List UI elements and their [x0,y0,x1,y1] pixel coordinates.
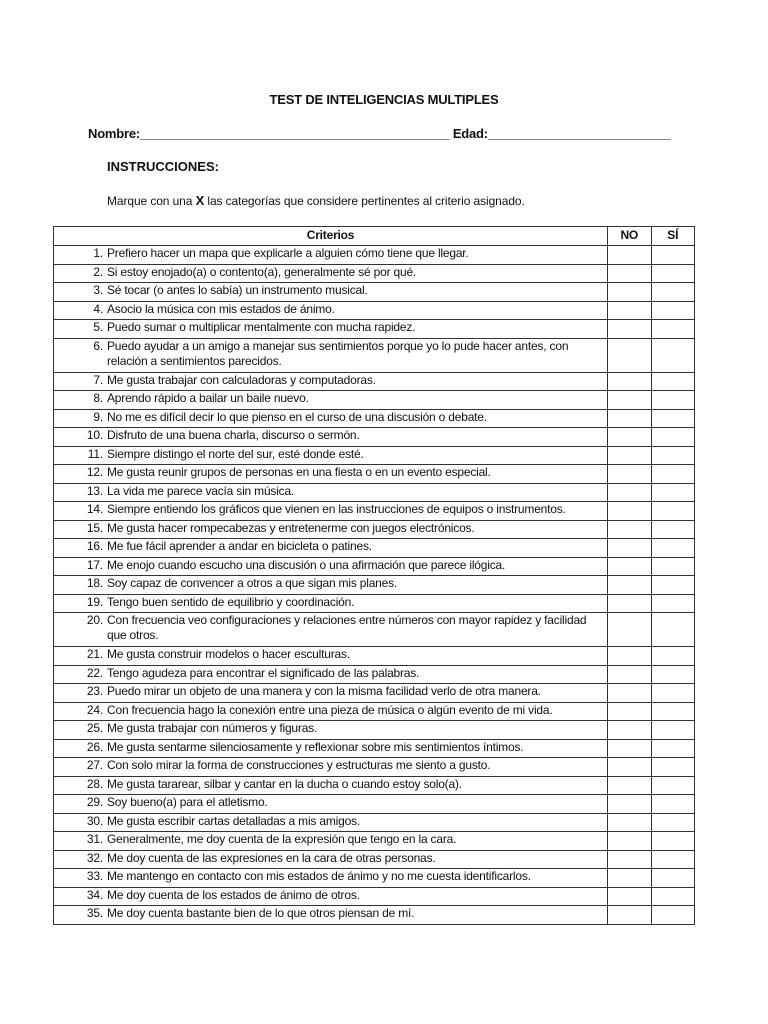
si-checkbox-cell[interactable] [651,446,694,465]
criterio-number: 22. [86,665,103,680]
table-row [54,906,695,925]
criteria-body [54,246,695,925]
table-row [54,246,695,265]
criterio-number: 8. [93,391,103,405]
edad-label: Edad: [452,126,488,141]
criterio-text: Sé tocar (o antes lo sabía) un instrumento musical. [107,283,368,297]
table-row [54,832,695,851]
criterio-cell [54,391,608,410]
criterio-number: 20. [86,613,103,627]
table-row [54,338,695,372]
no-checkbox-cell[interactable] [608,301,651,320]
criterio-cell [54,684,608,703]
table-row [54,283,695,302]
no-checkbox-cell[interactable] [608,665,651,684]
no-checkbox-cell[interactable] [608,613,651,647]
criterio-cell [54,795,608,814]
criterio-cell [54,576,608,595]
no-checkbox-cell[interactable] [608,338,651,372]
criterio-number: 6. [93,338,103,353]
criterio-number: 5. [93,320,103,334]
criterio-cell [54,539,608,558]
criterio-cell [54,557,608,576]
si-checkbox-cell[interactable] [651,665,694,684]
header-criterios: Criterios [54,227,608,246]
si-checkbox-cell[interactable] [651,391,694,410]
no-checkbox-cell[interactable] [608,428,651,447]
criterio-text: Me gusta sentarme silenciosamente y reflexionar sobre mis sentimientos íntimos. [107,739,524,754]
table-row [54,576,695,595]
criterio-number: 13. [86,483,103,498]
no-checkbox-cell[interactable] [608,446,651,465]
no-checkbox-cell[interactable] [608,813,651,832]
no-checkbox-cell[interactable] [608,483,651,502]
criterio-cell [54,887,608,906]
criterio-text: Me enojo cuando escucho una discusión o una afirmación que parece ilógica. [107,557,506,572]
criterio-cell [54,776,608,795]
no-checkbox-cell[interactable] [608,391,651,410]
si-checkbox-cell[interactable] [651,795,694,814]
criterio-number: 19. [86,594,103,609]
criteria-table [53,226,695,925]
criterio-cell [54,465,608,484]
table-row [54,428,695,447]
si-checkbox-cell[interactable] [651,264,694,283]
si-checkbox-cell[interactable] [651,283,694,302]
criterio-cell [54,409,608,428]
criterio-number: 12. [86,465,103,479]
criterio-cell [54,372,608,391]
criterio-text: Disfruto de una buena charla, discurso o sermón. [107,428,360,442]
criterio-cell [54,446,608,465]
table-row [54,264,695,283]
no-checkbox-cell[interactable] [608,702,651,721]
criterio-text: Me gusta trabajar con calculadoras y computadoras. [107,372,376,387]
table-row [54,776,695,795]
si-checkbox-cell[interactable] [651,409,694,428]
table-row [54,758,695,777]
table-row [54,465,695,484]
criterio-number: 34. [86,887,103,902]
criterio-cell [54,869,608,888]
criterio-text: Puedo sumar o multiplicar mentalmente con mucha rapidez. [107,320,416,334]
criterio-number: 1. [93,246,103,260]
criterio-text: Generalmente, me doy cuenta de la expresión que tengo en la cara. [107,832,457,846]
criterio-text: Con solo mirar la forma de construcciones y estructuras me siento a gusto. [107,758,491,772]
si-checkbox-cell[interactable] [651,887,694,906]
table-row [54,795,695,814]
criterio-cell [54,320,608,339]
criterio-text: Prefiero hacer un mapa que explicarle a alguien cómo tiene que llegar. [107,246,469,260]
no-checkbox-cell[interactable] [608,502,651,521]
instructions-text-after: las categorías que considere pertinentes al criterio asignado. [204,194,525,208]
criterio-text: Me gusta reunir grupos de personas en una fiesta o en un evento especial. [107,465,491,479]
table-row [54,647,695,666]
table-row [54,850,695,869]
criterio-text: Me doy cuenta de las expresiones en la cara de otras personas. [107,850,436,865]
si-checkbox-cell[interactable] [651,428,694,447]
table-row [54,520,695,539]
criterio-text: Me gusta hacer rompecabezas y entretenerme con juegos electrónicos. [107,520,475,535]
si-checkbox-cell[interactable] [651,576,694,595]
table-row [54,301,695,320]
no-checkbox-cell[interactable] [608,795,651,814]
criterio-text: Con frecuencia veo configuraciones y relaciones entre números con mayor rapidez y facilidad que otros. [107,613,587,642]
criterio-number: 10. [86,428,103,442]
criterio-text: La vida me parece vacía sin música. [107,483,295,498]
instructions-mark: X [195,193,205,208]
si-checkbox-cell[interactable] [651,869,694,888]
criterio-text: Me gusta construir modelos o hacer esculturas. [107,647,350,661]
si-checkbox-cell[interactable] [651,539,694,558]
criterio-number: 11. [87,446,103,461]
criterio-cell [54,850,608,869]
no-checkbox-cell[interactable] [608,721,651,740]
si-checkbox-cell[interactable] [651,758,694,777]
table-row [54,409,695,428]
no-checkbox-cell[interactable] [608,246,651,265]
criterio-text: Con frecuencia hago la conexión entre una pieza de música o algún evento de mi vida. [107,702,553,717]
table-row [54,372,695,391]
criterio-cell [54,264,608,283]
table-row [54,613,695,647]
instructions-text-before: Marque con una [107,194,196,208]
criterio-number: 30. [86,813,103,828]
criterio-cell [54,758,608,777]
table-row [54,446,695,465]
criterio-number: 24. [86,702,103,717]
si-checkbox-cell[interactable] [651,320,694,339]
no-checkbox-cell[interactable] [608,465,651,484]
no-checkbox-cell[interactable] [608,906,651,925]
table-row [54,539,695,558]
table-row [54,721,695,740]
criterio-text: Tengo buen sentido de equilibrio y coordinación. [107,594,355,609]
si-checkbox-cell[interactable] [651,721,694,740]
si-checkbox-cell[interactable] [651,832,694,851]
criterio-number: 33. [86,869,103,883]
criterio-cell [54,832,608,851]
criterio-text: Me mantengo en contacto con mis estados de ánimo y no me cuesta identificarlos. [107,869,531,883]
table-row [54,502,695,521]
criterio-text: Puedo mirar un objeto de una manera y con la misma facilidad verlo de otra manera. [107,684,541,698]
table-header-row [54,227,695,246]
table-row [54,391,695,410]
criterio-number: 16. [86,539,103,553]
criterio-number: 28. [86,776,103,791]
criterio-cell [54,721,608,740]
no-checkbox-cell[interactable] [608,887,651,906]
nombre-field[interactable]: ____________________________________________ [140,126,450,141]
si-checkbox-cell[interactable] [651,850,694,869]
si-checkbox-cell[interactable] [651,520,694,539]
si-checkbox-cell[interactable] [651,647,694,666]
instructions-heading: INSTRUCCIONES: [107,159,219,174]
criterio-cell [54,813,608,832]
criterio-text: Me gusta trabajar con números y figuras. [107,721,318,735]
criterio-number: 31. [86,832,103,846]
no-checkbox-cell[interactable] [608,758,651,777]
criterio-cell [54,594,608,613]
criterio-cell [54,647,608,666]
si-checkbox-cell[interactable] [651,338,694,372]
criterio-text: Me gusta escribir cartas detalladas a mis amigos. [107,813,360,828]
header-si: SÍ [651,227,694,246]
no-checkbox-cell[interactable] [608,264,651,283]
criterio-number: 29. [86,795,103,809]
criterio-number: 15. [86,520,103,535]
criterio-cell [54,338,608,372]
si-checkbox-cell[interactable] [651,372,694,391]
criterio-number: 9. [93,409,103,424]
criterio-cell [54,613,608,647]
criterio-text: Siempre entiendo los gráficos que vienen en las instrucciones de equipos o instrumentos. [107,502,566,516]
criterio-text: Soy bueno(a) para el atletismo. [107,795,268,809]
criterio-cell [54,502,608,521]
criterio-cell [54,739,608,758]
criterio-cell [54,906,608,925]
no-checkbox-cell[interactable] [608,283,651,302]
no-checkbox-cell[interactable] [608,739,651,758]
criterio-text: Me fue fácil aprender a andar en bicicleta o patines. [107,539,372,553]
table-row [54,557,695,576]
criterio-number: 35. [86,906,103,920]
criterio-text: Me doy cuenta de los estados de ánimo de otros. [107,887,360,902]
criterio-number: 7. [93,372,103,387]
criterio-text: Si estoy enojado(a) o contento(a), generalmente sé por qué. [107,264,417,279]
no-checkbox-cell[interactable] [608,372,651,391]
no-checkbox-cell[interactable] [608,576,651,595]
no-checkbox-cell[interactable] [608,832,651,851]
no-checkbox-cell[interactable] [608,850,651,869]
criterio-text: Me doy cuenta bastante bien de lo que otros piensan de mí. [107,906,415,920]
criterio-number: 4. [93,301,103,316]
criterio-text: Tengo agudeza para encontrar el significado de las palabras. [107,665,420,680]
table-row [54,483,695,502]
no-checkbox-cell[interactable] [608,869,651,888]
si-checkbox-cell[interactable] [651,465,694,484]
header-no: NO [608,227,651,246]
si-checkbox-cell[interactable] [651,702,694,721]
criterio-cell [54,702,608,721]
criterio-number: 23. [86,684,103,698]
criterio-text: Asocio la música con mis estados de ánimo. [107,301,335,316]
si-checkbox-cell[interactable] [651,557,694,576]
si-checkbox-cell[interactable] [651,483,694,502]
table-row [54,320,695,339]
no-checkbox-cell[interactable] [608,647,651,666]
criterio-cell [54,301,608,320]
edad-field[interactable]: __________________________ [487,126,671,141]
no-checkbox-cell[interactable] [608,520,651,539]
criterio-cell [54,665,608,684]
document-title: TEST DE INTELIGENCIAS MULTIPLES [269,92,499,107]
criterio-text: Me gusta tararear, silbar y cantar en la ducha o cuando estoy solo(a). [107,776,462,791]
criterio-cell [54,428,608,447]
criterio-number: 25. [86,721,103,735]
criterio-cell [54,483,608,502]
table-row [54,702,695,721]
si-checkbox-cell[interactable] [651,594,694,613]
no-checkbox-cell[interactable] [608,594,651,613]
criterio-number: 17. [86,557,103,572]
criterio-number: 2. [93,264,103,279]
table-row [54,665,695,684]
criterio-text: Soy capaz de convencer a otros a que sigan mis planes. [107,576,398,590]
no-checkbox-cell[interactable] [608,409,651,428]
criterio-number: 26. [86,739,103,754]
si-checkbox-cell[interactable] [651,776,694,795]
si-checkbox-cell[interactable] [651,301,694,320]
no-checkbox-cell[interactable] [608,557,651,576]
criterio-cell [54,283,608,302]
criterio-text: Puedo ayudar a un amigo a manejar sus sentimientos porque yo lo pude hacer antes, con relación a sentimientos parecidos. [107,338,569,368]
table-row [54,887,695,906]
no-checkbox-cell[interactable] [608,539,651,558]
criterio-cell [54,246,608,265]
si-checkbox-cell[interactable] [651,813,694,832]
criterio-text: Siempre distingo el norte del sur, esté donde esté. [107,446,364,461]
name-age-line [88,126,671,141]
criterio-number: 32. [86,850,103,865]
si-checkbox-cell[interactable] [651,502,694,521]
criterio-cell [54,520,608,539]
no-checkbox-cell[interactable] [608,320,651,339]
criterio-number: 18. [86,576,103,590]
criterio-text: Aprendo rápido a bailar un baile nuevo. [107,391,309,405]
criterio-number: 27. [86,758,103,772]
si-checkbox-cell[interactable] [651,246,694,265]
criterio-number: 14. [86,502,103,516]
table-row [54,869,695,888]
criterio-number: 3. [93,283,103,297]
table-row [54,739,695,758]
criterio-number: 21. [86,647,103,661]
no-checkbox-cell[interactable] [608,684,651,703]
nombre-label: Nombre: [88,126,141,141]
no-checkbox-cell[interactable] [608,776,651,795]
instructions-text [107,193,525,208]
table-row [54,594,695,613]
table-row [54,813,695,832]
si-checkbox-cell[interactable] [651,613,694,647]
si-checkbox-cell[interactable] [651,684,694,703]
criterio-text: No me es difícil decir lo que pienso en el curso de una discusión o debate. [107,409,487,424]
si-checkbox-cell[interactable] [651,739,694,758]
si-checkbox-cell[interactable] [651,906,694,925]
table-row [54,684,695,703]
